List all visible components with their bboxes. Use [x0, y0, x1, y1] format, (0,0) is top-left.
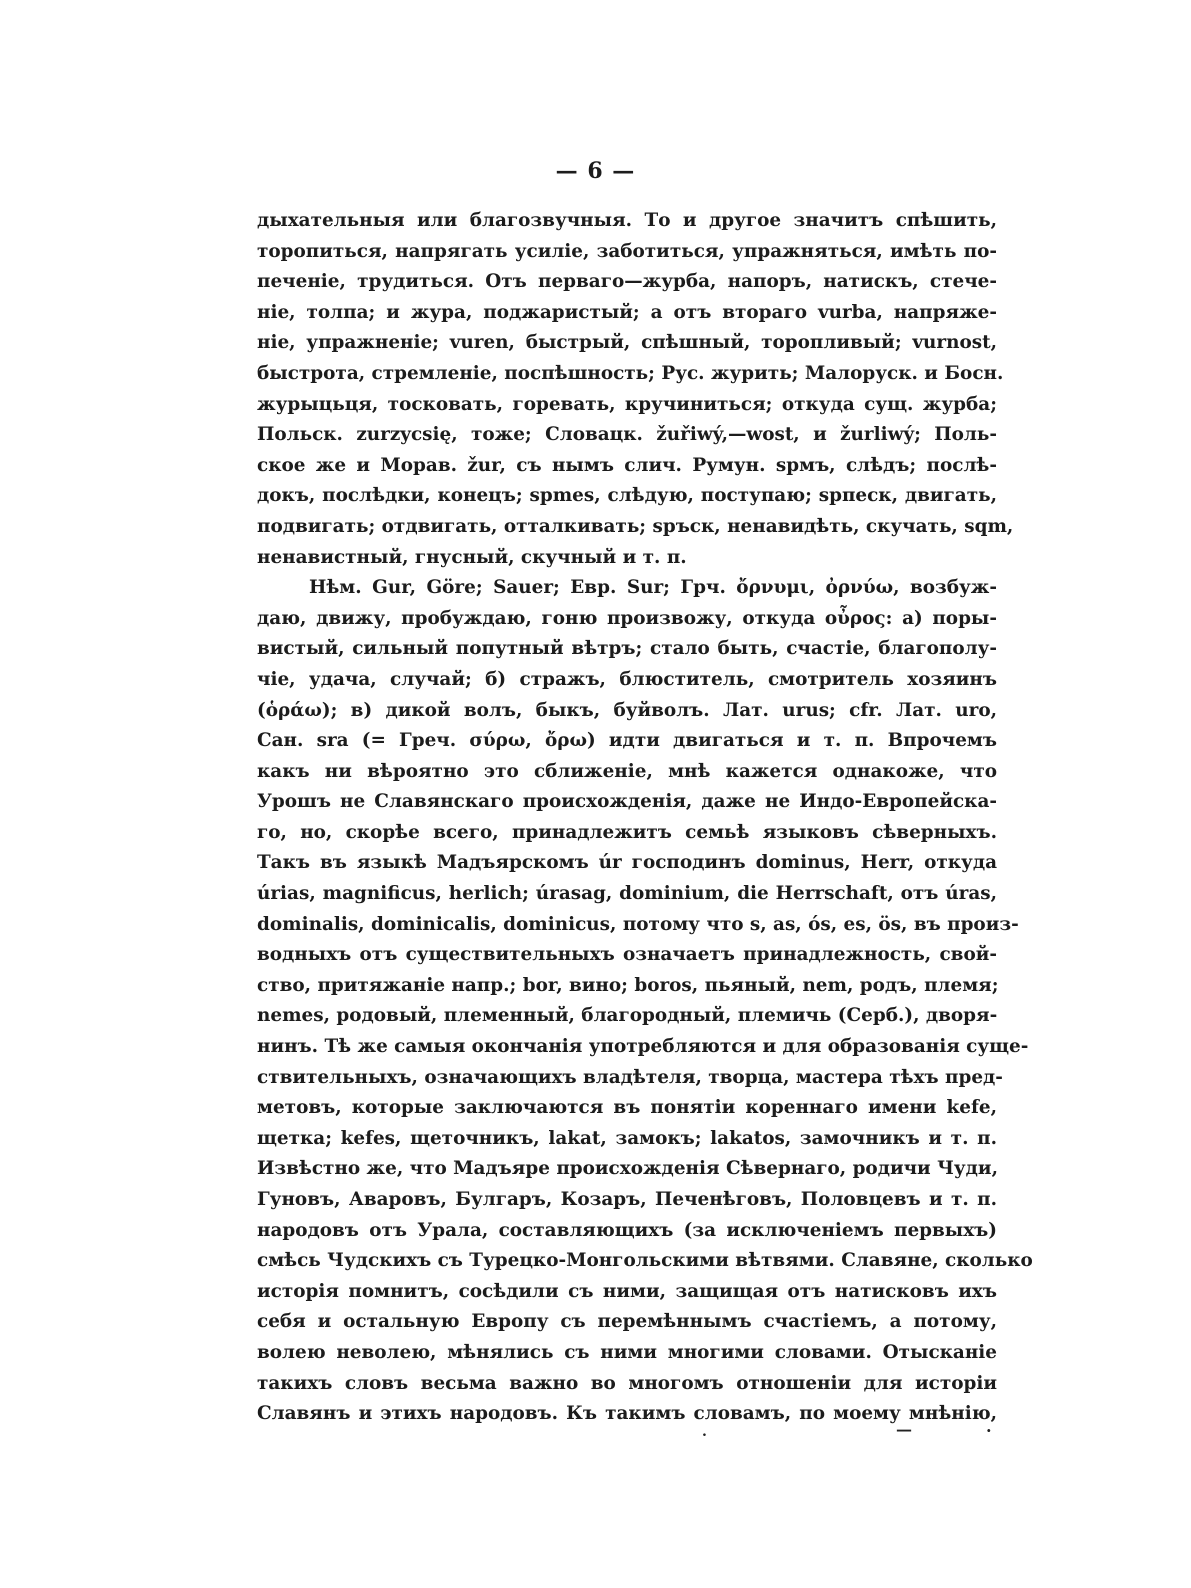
- page-number: — 6 —: [555, 158, 636, 184]
- text-line: щетка; kefes, щеточникъ, lakat, замокъ; lakatos, замочникъ и т. п.: [257, 1127, 997, 1149]
- text-line: быстрота, стремленіе, поспѣшность; Рус. журить; Малоруск. и Босн.: [257, 362, 1004, 384]
- text-line: себя и остальную Европу съ перемѣннымъ счастіемъ, а потому,: [257, 1311, 997, 1333]
- text-line: дыхательныя или благозвучныя. То и другое значитъ спѣшить,: [257, 210, 997, 231]
- text-line: ство, притяжаніе напр.; bor, вино; boros, пьяный, nem, родъ, племя;: [257, 974, 999, 996]
- text-line: чіе, удача, случай; б) стражъ, блюститель, смотритель хозяинъ: [257, 668, 997, 690]
- text-line: nemes, родовый, племенный, благородный, племичь (Серб.), дворя-: [257, 1005, 998, 1027]
- text-line: Извѣстно же, что Мадъяре происхожденія Сѣвернаго, родичи Чуди,: [257, 1158, 998, 1180]
- text-line: ненавистный, гнусный, скучный и т. п.: [257, 546, 687, 568]
- text-line: журыцьця, тосковать, горевать, кручиниться; откуда сущ. журба;: [257, 393, 997, 415]
- text-line: Сан. sra (= Греч. σύρω, ὄρω) идти двигаться и т. п. Впрочемъ: [257, 730, 997, 752]
- text-line: ствительныхъ, означающихъ владѣтеля, творца, мастера тѣхъ пред-: [257, 1066, 1003, 1088]
- text-line: торопиться, напрягать усиліе, заботиться, упражняться, имѣть по-: [257, 240, 997, 262]
- text-line: печеніе, трудиться. Отъ перваго—журба, напоръ, натискъ, стече-: [257, 271, 997, 293]
- text-line: dominalis, dominicalis, dominicus, потому что s, as, ós, es, ös, въ произ-: [257, 913, 1019, 935]
- footer-mark: .: [702, 1424, 707, 1440]
- text-line: Нѣм. Gur, Göre; Sauer; Евр. Sur; Грч. ὄρνυμι, ὀρνύω, возбуж-: [309, 577, 997, 599]
- text-line: úrias, magnificus, herlich; úrasag, dominium, die Herrschaft, отъ úras,: [257, 883, 997, 905]
- text-line: волею неволею, мѣнялись съ ними многими словами. Отысканіе: [257, 1341, 997, 1363]
- text-line: исторія помнитъ, сосѣдили съ ними, защищая отъ натисковъ ихъ: [257, 1280, 997, 1302]
- text-line: даю, движу, пробуждаю, гоню произвожу, откуда οὖρος: а) поры-: [257, 607, 997, 629]
- text-line: Польск. zurzycsię, тоже; Словацк. žuřiwý,—wost, и žurliwý; Поль-: [257, 424, 997, 446]
- footer-mark: ·: [986, 1421, 992, 1440]
- text-line: ніе, упражненіе; vuren, быстрый, спѣшный, торопливый; vurnost,: [257, 332, 997, 354]
- text-line: Урошъ не Славянскаго происхожденія, даже не Индо-Европейска-: [257, 791, 997, 813]
- text-line: го, но, скорѣе всего, принадлежитъ семьѣ языковъ сѣверныхъ.: [257, 821, 997, 843]
- text-line: подвигать; отдвигать, отталкивать; ѕръск, ненавидѣть, скучать, ѕqm,: [257, 515, 1014, 537]
- text-line: вистый, сильный попутный вѣтръ; стало быть, счастіе, благополу-: [257, 638, 997, 660]
- text-line: ское же и Морав. žur, съ нымъ слич. Румун. ѕрмъ, слѣдъ; послѣ-: [257, 454, 997, 476]
- text-line: водныхъ отъ существительныхъ означаетъ принадлежность, свой-: [257, 944, 997, 966]
- body-text: [257, 206, 1033, 1430]
- text-line: такихъ словъ весьма важно во многомъ отношеніи для исторіи: [257, 1372, 997, 1394]
- text-line: нинъ. Тѣ же самыя окончанія употребляются и для образованія суще-: [257, 1036, 1029, 1058]
- text-line: метовъ, которые заключаются въ понятіи кореннаго имени kefe,: [257, 1097, 997, 1119]
- text-line: смѣсь Чудскихъ съ Турецко-Монгольскими вѣтвями. Славяне, сколько: [257, 1250, 1033, 1272]
- footer-mark: —: [896, 1420, 914, 1439]
- text-line: народовъ отъ Урала, составляющихъ (за исключеніемъ первыхъ): [257, 1219, 997, 1241]
- text-line: ніе, толпа; и жура, поджаристый; а отъ втораго vurba, напряже-: [257, 301, 997, 323]
- text-line: Такъ въ языкѣ Мадъярскомъ úr господинъ dominus, Herr, откуда: [257, 852, 997, 874]
- text-line: (ὁράω); в) дикой волъ, быкъ, буйволъ. Лат. urus; cfr. Лат. uro,: [257, 699, 997, 721]
- text-line: какъ ни вѣроятно это сближеніе, мнѣ кажется однакоже, что: [257, 760, 997, 782]
- text-line: докъ, послѣдки, конецъ; ѕрmes, слѣдую, поступаю; ѕрпеск, двигать,: [257, 485, 997, 507]
- text-line: Гуновъ, Аваровъ, Булгаръ, Козаръ, Печенѣговъ, Половцевъ и т. п.: [257, 1189, 997, 1210]
- text-line: Славянъ и этихъ народовъ. Къ такимъ словамъ, по моему мнѣнію,: [257, 1403, 997, 1425]
